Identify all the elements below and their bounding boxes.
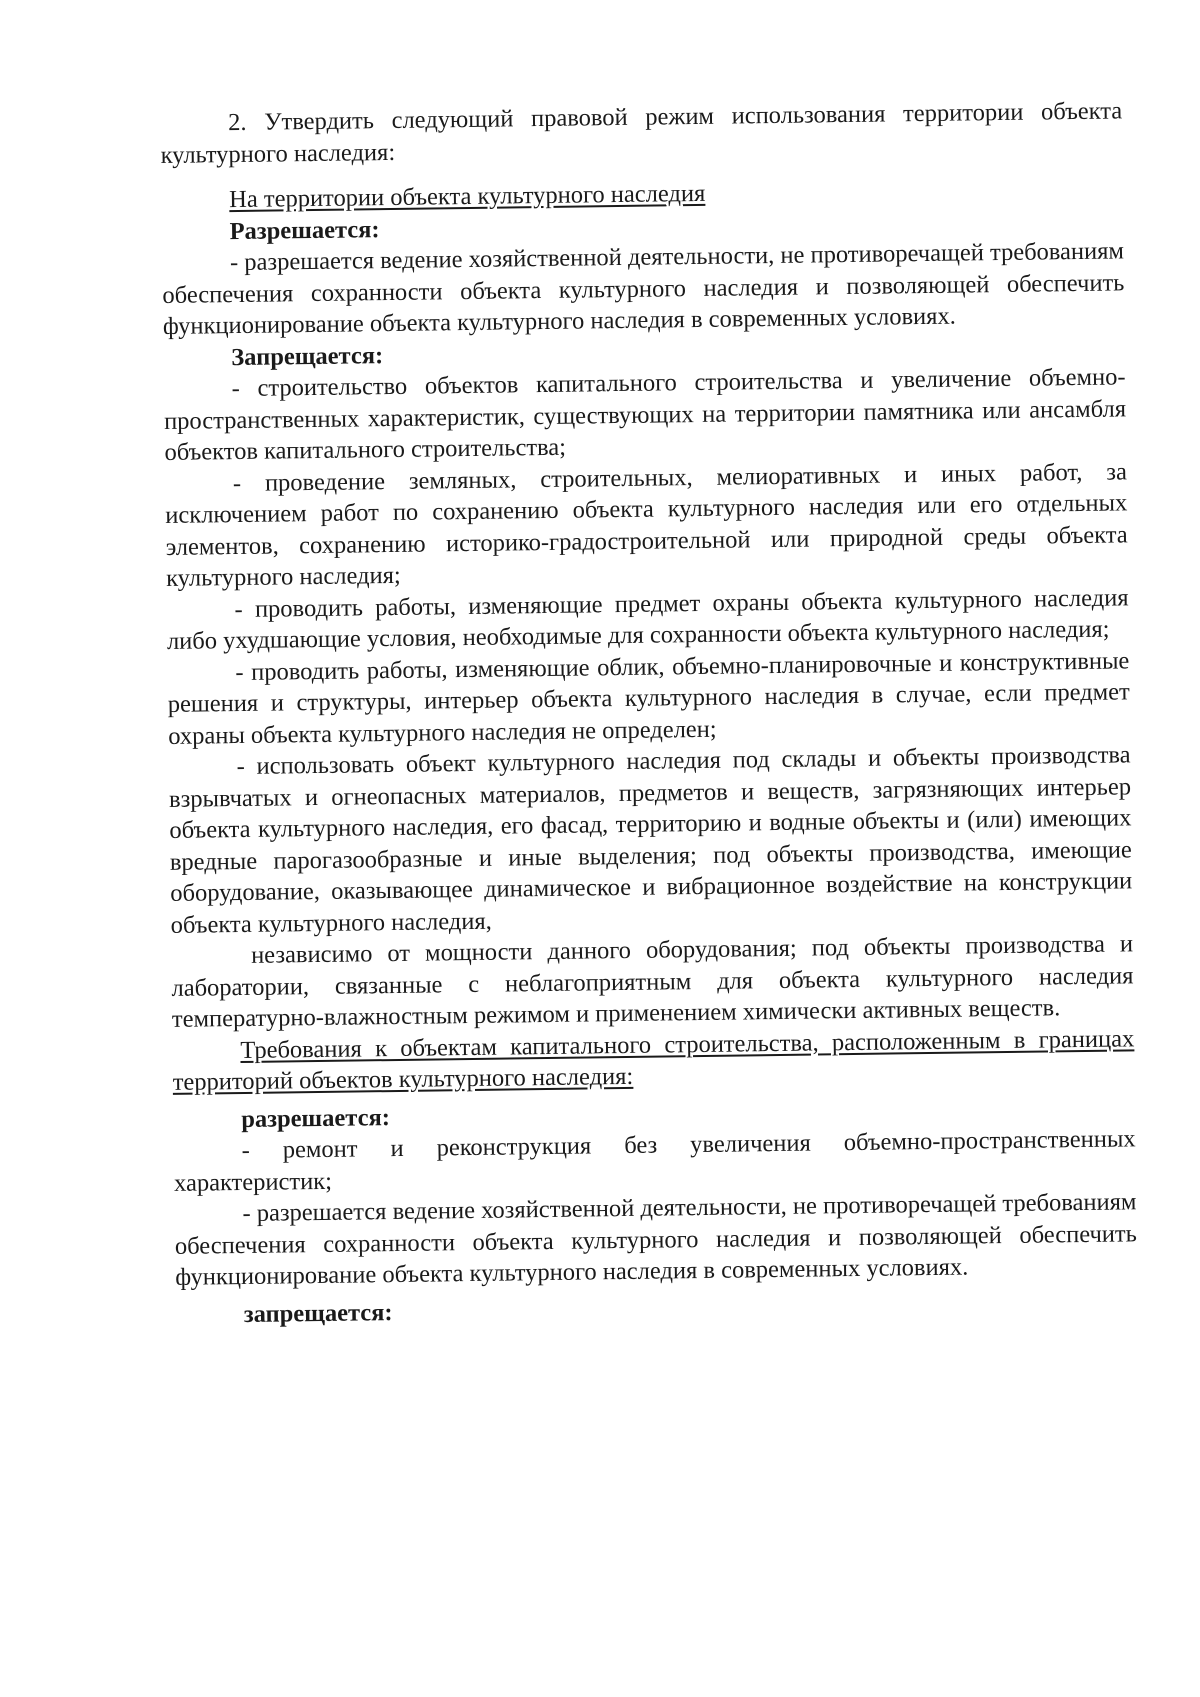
section-heading-capital-objects: Требования к объектам капитального строительства, расположенным в границах территорий объектов культурного наследия:: [172, 1024, 1135, 1096]
allowed-item-2: - ремонт и реконструкция без увеличения объемно-пространственных характеристик;: [173, 1125, 1136, 1197]
allowed-item-2: - разрешается ведение хозяйственной деятельности, не противоречащей требованиям обеспечения сохранности объекта культурного наследия и позволяющей обеспечить функционирование объекта культурного наследия в современных условиях.: [174, 1188, 1137, 1291]
forbidden-item: - проведение земляных, строительных, мелиоративных и иных работ, за исключением работ по сохранению объекта культурного наследия или его отдельных элементов, сохранению историко-градостроительной или природной среды объекта культурного наследия;: [165, 457, 1128, 592]
forbidden-label-2: запрещается:: [243, 1298, 393, 1328]
document-page: [160, 95, 1138, 1330]
forbidden-item: - строительство объектов капитального строительства и увеличение объемно-пространственных характеристик, существующих на территории памятника или ансамбля объектов капитального строительства;: [163, 363, 1127, 466]
forbidden-item-continuation: независимо от мощности данного оборудования; под объекты производства и лаборатории, связанные с неблагоприятным для объекта культурного наследия температурно-влажностным режимом и применением химически активных веществ.: [171, 930, 1134, 1033]
forbidden-item: - проводить работы, изменяющие предмет охраны объекта культурного наследия либо ухудшающие условия, необходимые для сохранности объекта культурного наследия;: [166, 583, 1129, 655]
allowed-label-2: разрешается:: [241, 1103, 391, 1133]
section-heading-territory: На территории объекта культурного наследия: [229, 179, 706, 214]
forbidden-item: - использовать объект культурного наследия под склады и объекты производства взрывчатых и огнеопасных материалов, предметов и веществ, загрязняющих интерьер объекта культурного наследия, его фасад, территорию и водные объекты и (или) имеющих вредные парогазообразные и иные выделения; под объекты производства, имеющие оборудование, оказывающее динамическое и вибрационное воздействие на конструкции объекта культурного наследия,: [168, 741, 1133, 939]
paragraph-2: 2. Утвердить следующий правовой режим использования территории объекта культурного наследия:: [160, 97, 1123, 169]
allowed-label: Разрешается:: [229, 215, 380, 245]
forbidden-label: Запрещается:: [231, 341, 384, 371]
allowed-item: - разрешается ведение хозяйственной деятельности, не противоречащей требованиям обеспечения сохранности объекта культурного наследия и позволяющей обеспечить функционирование объекта культурного наследия в современных условиях.: [162, 237, 1125, 340]
forbidden-item: - проводить работы, изменяющие облик, объемно-планировочные и конструктивные решения и структуры, интерьер объекта культурного наследия в случае, если предмет охраны объекта культурного наследия не определен;: [167, 646, 1130, 750]
